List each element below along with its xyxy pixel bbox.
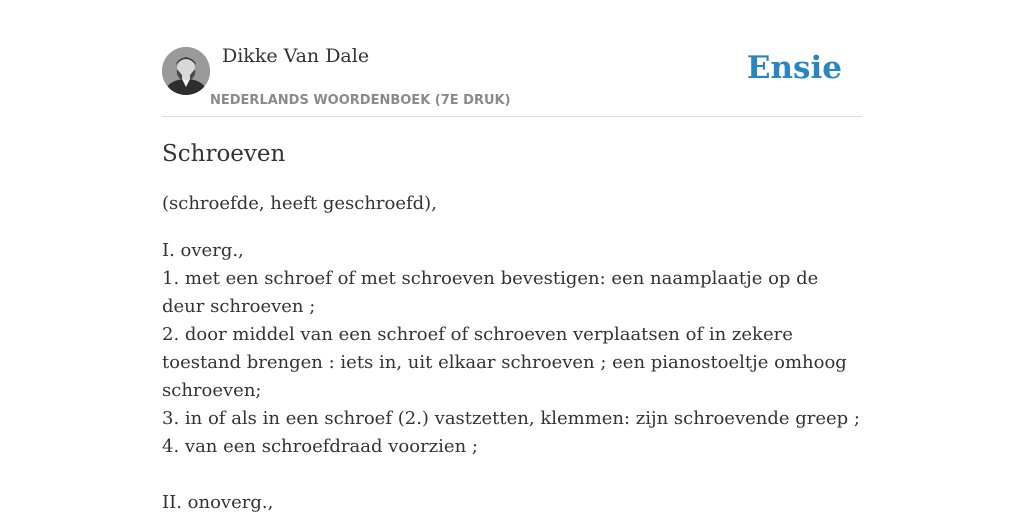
source-title[interactable]: NEDERLANDS WOORDENBOEK (7E DRUK) — [210, 93, 511, 108]
definition-line: 4. van een schroefdraad voorzien ; — [162, 436, 478, 457]
definition-line: 3. in of als in een schroef (2.) vastzetten, klemmen: zijn schroevende greep ; — [162, 408, 860, 429]
entry-definition — [162, 237, 862, 512]
definition-line: 2. door middel van een schroef of schroeven verplaatsen of in zekere toestand brengen : iets in, uit elkaar schroeven ; een pianostoeltje omhoog schroeven; — [162, 324, 847, 401]
author-avatar[interactable] — [162, 47, 210, 95]
entry-forms: (schroefde, heeft geschroefd), — [162, 193, 437, 214]
entry-content — [162, 138, 862, 512]
author-portrait-icon — [162, 47, 210, 95]
author-name[interactable]: Dikke Van Dale — [222, 45, 370, 67]
definition-line: II. onoverg., — [162, 492, 274, 512]
header — [162, 0, 862, 117]
definition-line: 1. met een schroef of met schroeven bevestigen: een naamplaatje op de deur schroeven ; — [162, 268, 819, 317]
entry-title: Schroeven — [162, 141, 286, 167]
definition-line: I. overg., — [162, 240, 244, 261]
brand-logo[interactable]: Ensie — [746, 50, 842, 86]
definition-spacer — [162, 461, 862, 489]
